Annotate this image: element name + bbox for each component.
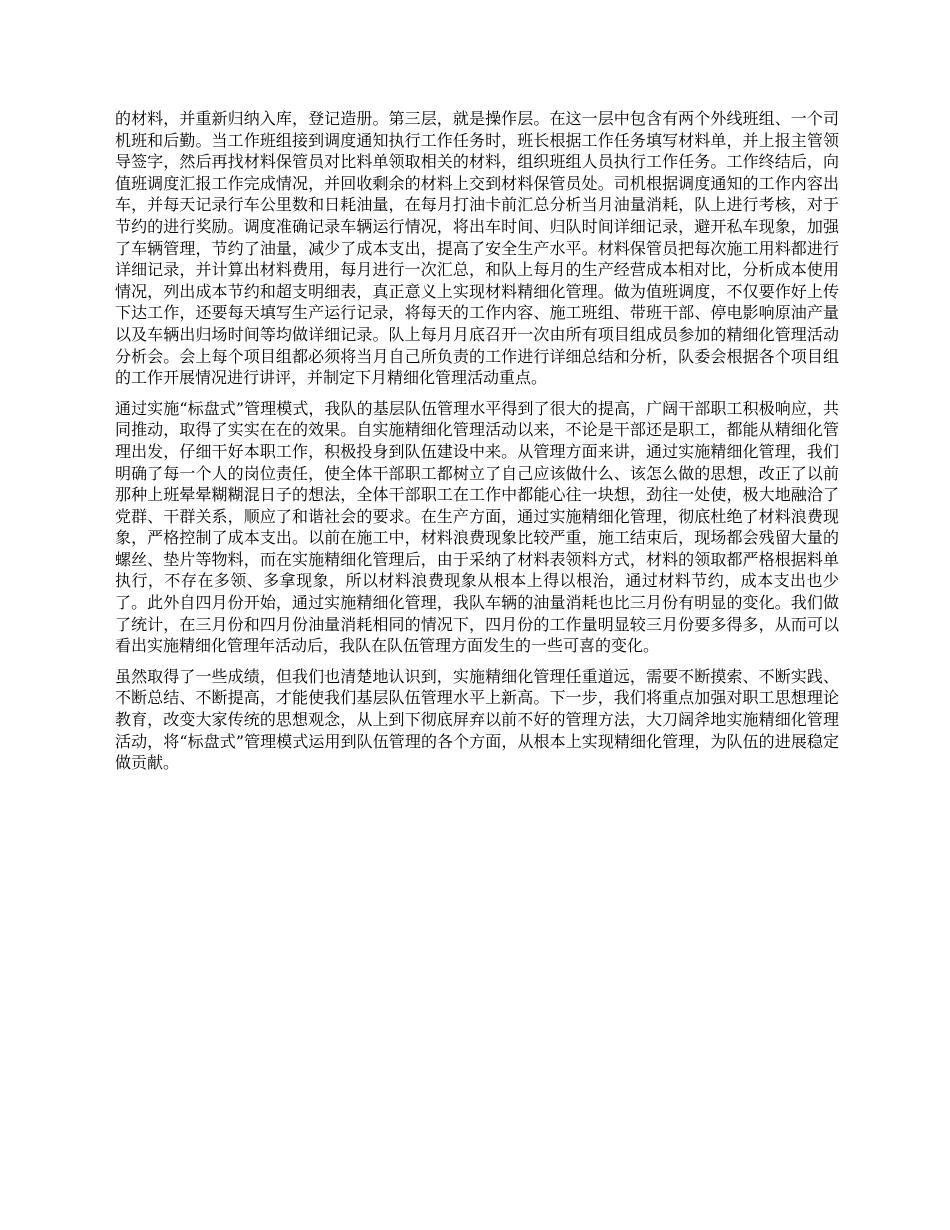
paragraph-1: 的材料，并重新归纳入库，登记造册。第三层，就是操作层。在这一层中包含有两个外线班组、一个司机班和后勤。当工作班组接到调度通知执行工作任务时，班长根据工作任务填写材料单，并上报主管领导签字，然后再找材料保管员对比料单领取相关的材料，组织班组人员执行工作任务。工作终结后，向值班调度汇报工作完成情况，并回收剩余的材料上交到材料保管员处。司机根据调度通知的工作内容出车，并每天记录行车公里数和日耗油量，在每月打油卡前汇总分析当月油量消耗，队上进行考核，对于节约的进行奖励。调度准确记录车辆运行情况，将出车时间、归队时间详细记录，避开私车现象，加强了车辆管理，节约了油量，减少了成本支出，提高了安全生产水平。材料保管员把每次施工用料都进行详细记录，并计算出材料费用，每月进行一次汇总，和队上每月的生产经营成本相对比，分析成本使用情况，列出成本节约和超支明细表，真正意义上实现材料精细化管理。做为值班调度，不仅要作好上传下达工作，还要每天填写生产运行记录，将每天的工作内容、施工班组、带班干部、停电影响原油产量以及车辆出归场时间等均做详细记录。队上每月月底召开一次由所有项目组成员参加的精细化管理活动分析会。会上每个项目组都必须将当月自己所负责的工作进行详细总结和分析，队委会根据各个项目组的工作开展情况进行讲评，并制定下月精细化管理活动重点。 — [115, 109, 839, 388]
document-page — [115, 108, 839, 783]
paragraph-2: 通过实施“标盘式”管理模式，我队的基层队伍管理水平得到了很大的提高，广阔干部职工积极响应，共同推动，取得了实实在在的效果。自实施精细化管理活动以来，不论是干部还是职工，都能从精细化管理出发，仔细干好本职工作，积极投身到队伍建设中来。从管理方面来讲，通过实施精细化管理，我们明确了每一个人的岗位责任，使全体干部职工都树立了自己应该做什么、该怎么做的思想，改正了以前那种上班晕晕糊糊混日子的想法，全体干部职工在工作中都能心往一块想，劲往一处使，极大地融洽了党群、干群关系，顺应了和谐社会的要求。在生产方面，通过实施精细化管理，彻底杜绝了材料浪费现象，严格控制了成本支出。以前在施工中，材料浪费现象比较严重，施工结束后，现场都会残留大量的螺丝、垫片等物料，而在实施精细化管理后，由于采纳了材料表领料方式，材料的领取都严格根据料单执行，不存在多领、多拿现象，所以材料浪费现象从根本上得以根治，通过材料节约，成本支出也少了。此外自四月份开始，通过实施精细化管理，我队车辆的油量消耗也比三月份有明显的变化。我们做了统计，在三月份和四月份油量消耗相同的情况下，四月份的工作量明显较三月份要多得多，从而可以看出实施精细化管理年活动后，我队在队伍管理方面发生的一些可喜的变化。 — [115, 398, 839, 656]
paragraph-3: 虽然取得了一些成绩，但我们也清楚地认识到，实施精细化管理任重道远，需要不断摸索、不断实践、不断总结、不断提高，才能使我们基层队伍管理水平上新高。下一步，我们将重点加强对职工思想理论教育，改变大家传统的思想观念，从上到下彻底屏弃以前不好的管理方法，大刀阔斧地实施精细化管理活动，将“标盘式”管理模式运用到队伍管理的各个方面，从根本上实现精细化管理，为队伍的进展稳定做贡献。 — [115, 666, 839, 773]
